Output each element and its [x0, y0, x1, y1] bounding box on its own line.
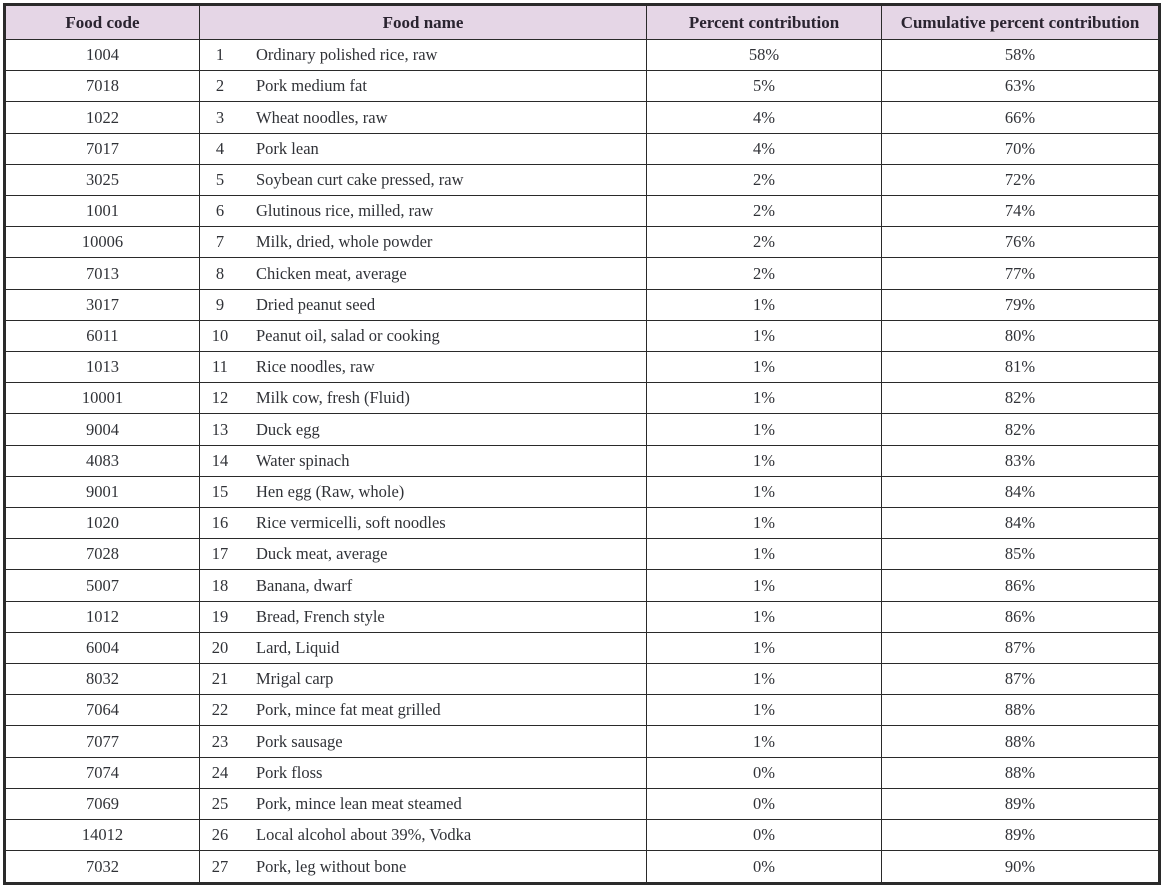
food-code-cell: 9004: [5, 414, 200, 445]
rank-label: 8: [215, 263, 225, 283]
percent-contribution-cell: 1%: [647, 695, 882, 726]
table-row: [5, 726, 1160, 757]
food-code-cell: 1001: [5, 196, 200, 227]
cumulative-percent-cell: 84%: [882, 476, 1160, 507]
food-name-label: Pork floss: [256, 762, 323, 782]
rank-label: 6: [215, 201, 225, 221]
food-code-cell: 7013: [5, 258, 200, 289]
percent-contribution-cell: 2%: [647, 164, 882, 195]
food-code-cell: 14012: [5, 820, 200, 851]
food-name-cell: [200, 664, 647, 695]
food-name-cell: [200, 196, 647, 227]
header-food-code: Food code: [5, 5, 200, 40]
percent-contribution-cell: 0%: [647, 788, 882, 819]
rank-label: 1: [215, 45, 225, 65]
cumulative-percent-cell: 82%: [882, 414, 1160, 445]
percent-contribution-cell: 1%: [647, 726, 882, 757]
percent-contribution-cell: 2%: [647, 196, 882, 227]
food-name-label: Banana, dwarf: [256, 575, 353, 595]
table-row: [5, 71, 1160, 102]
header-food-name: Food name: [200, 5, 647, 40]
food-name-label: Dried peanut seed: [256, 294, 376, 314]
food-name-label: Pork, mince fat meat grilled: [256, 700, 441, 720]
cumulative-percent-cell: 74%: [882, 196, 1160, 227]
food-name-label: Glutinous rice, milled, raw: [256, 201, 434, 221]
table-row: [5, 820, 1160, 851]
table-row: [5, 320, 1160, 351]
rank-label: 23: [211, 731, 229, 751]
percent-contribution-cell: 1%: [647, 664, 882, 695]
food-name-label: Peanut oil, salad or cooking: [256, 325, 440, 345]
rank-label: 26: [211, 825, 229, 845]
food-name-cell: [200, 726, 647, 757]
food-name-label: Ordinary polished rice, raw: [256, 45, 438, 65]
table-row: [5, 289, 1160, 320]
cumulative-percent-cell: 76%: [882, 227, 1160, 258]
cumulative-percent-cell: 87%: [882, 664, 1160, 695]
cumulative-percent-cell: 79%: [882, 289, 1160, 320]
food-name-label: Wheat noodles, raw: [256, 107, 388, 127]
percent-contribution-cell: 1%: [647, 445, 882, 476]
food-name-cell: [200, 258, 647, 289]
food-name-cell: [200, 133, 647, 164]
food-code-cell: 9001: [5, 476, 200, 507]
cumulative-percent-cell: 88%: [882, 726, 1160, 757]
food-name-label: Rice vermicelli, soft noodles: [256, 513, 446, 533]
cumulative-percent-cell: 58%: [882, 40, 1160, 71]
food-name-cell: [200, 320, 647, 351]
food-code-cell: 7032: [5, 851, 200, 884]
cumulative-percent-cell: 87%: [882, 632, 1160, 663]
percent-contribution-cell: 2%: [647, 227, 882, 258]
cumulative-percent-cell: 63%: [882, 71, 1160, 102]
rank-label: 19: [211, 606, 229, 626]
cumulative-percent-cell: 88%: [882, 695, 1160, 726]
table-row: [5, 601, 1160, 632]
percent-contribution-cell: 1%: [647, 601, 882, 632]
percent-contribution-cell: 1%: [647, 383, 882, 414]
food-name-label: Pork, leg without bone: [256, 856, 407, 876]
food-code-cell: 3017: [5, 289, 200, 320]
food-name-cell: [200, 414, 647, 445]
table-row: [5, 788, 1160, 819]
rank-label: 21: [211, 669, 229, 689]
food-code-cell: 7018: [5, 71, 200, 102]
food-name-cell: [200, 570, 647, 601]
table-row: [5, 570, 1160, 601]
cumulative-percent-cell: 89%: [882, 788, 1160, 819]
percent-contribution-cell: 1%: [647, 414, 882, 445]
food-name-cell: [200, 71, 647, 102]
rank-label: 4: [215, 138, 225, 158]
percent-contribution-cell: 1%: [647, 508, 882, 539]
rank-label: 25: [211, 793, 229, 813]
food-name-label: Water spinach: [256, 450, 350, 470]
percent-contribution-cell: 1%: [647, 320, 882, 351]
food-code-cell: 1004: [5, 40, 200, 71]
table-header: [5, 5, 1160, 40]
food-code-cell: 10001: [5, 383, 200, 414]
food-code-cell: 8032: [5, 664, 200, 695]
percent-contribution-cell: 1%: [647, 632, 882, 663]
food-name-cell: [200, 289, 647, 320]
rank-label: 14: [211, 450, 229, 470]
rank-label: 12: [211, 388, 229, 408]
table-row: [5, 539, 1160, 570]
table-row: [5, 227, 1160, 258]
header-cumulative-percent-contribution: Cumulative percent contribution: [882, 5, 1160, 40]
food-name-cell: [200, 476, 647, 507]
table-row: [5, 102, 1160, 133]
cumulative-percent-cell: 72%: [882, 164, 1160, 195]
cumulative-percent-cell: 77%: [882, 258, 1160, 289]
food-code-cell: 1020: [5, 508, 200, 539]
table-row: [5, 632, 1160, 663]
cumulative-percent-cell: 86%: [882, 570, 1160, 601]
percent-contribution-cell: 1%: [647, 289, 882, 320]
rank-label: 10: [211, 325, 229, 345]
cumulative-percent-cell: 88%: [882, 757, 1160, 788]
food-code-cell: 10006: [5, 227, 200, 258]
rank-label: 20: [211, 637, 229, 657]
food-name-cell: [200, 352, 647, 383]
percent-contribution-cell: 1%: [647, 352, 882, 383]
food-name-cell: [200, 851, 647, 884]
table-row: [5, 258, 1160, 289]
food-name-label: Pork lean: [256, 138, 319, 158]
cumulative-percent-cell: 81%: [882, 352, 1160, 383]
table-body: [5, 40, 1160, 884]
table-row: [5, 851, 1160, 884]
table-row: [5, 508, 1160, 539]
header-percent-contribution: Percent contribution: [647, 5, 882, 40]
rank-label: 7: [215, 232, 225, 252]
food-name-label: Pork sausage: [256, 731, 343, 751]
food-code-cell: 7017: [5, 133, 200, 164]
cumulative-percent-cell: 66%: [882, 102, 1160, 133]
table-row: [5, 757, 1160, 788]
food-name-label: Milk cow, fresh (Fluid): [256, 388, 410, 408]
food-name-cell: [200, 539, 647, 570]
rank-label: 16: [211, 513, 229, 533]
rank-label: 15: [211, 481, 229, 501]
cumulative-percent-cell: 70%: [882, 133, 1160, 164]
food-name-cell: [200, 601, 647, 632]
food-name-cell: [200, 227, 647, 258]
percent-contribution-cell: 0%: [647, 820, 882, 851]
table-row: [5, 695, 1160, 726]
table-row: [5, 476, 1160, 507]
table-row: [5, 164, 1160, 195]
cumulative-percent-cell: 89%: [882, 820, 1160, 851]
food-code-cell: 3025: [5, 164, 200, 195]
food-name-cell: [200, 508, 647, 539]
food-name-label: Soybean curt cake pressed, raw: [256, 169, 464, 189]
percent-contribution-cell: 0%: [647, 851, 882, 884]
food-name-cell: [200, 757, 647, 788]
food-code-cell: 5007: [5, 570, 200, 601]
food-name-cell: [200, 102, 647, 133]
rank-label: 2: [215, 76, 225, 96]
cumulative-percent-cell: 85%: [882, 539, 1160, 570]
rank-label: 17: [211, 544, 229, 564]
cumulative-percent-cell: 82%: [882, 383, 1160, 414]
header-row: [5, 5, 1160, 40]
food-name-cell: [200, 788, 647, 819]
table-row: [5, 664, 1160, 695]
rank-label: 22: [211, 700, 229, 720]
cumulative-percent-cell: 80%: [882, 320, 1160, 351]
food-name-label: Pork medium fat: [256, 76, 367, 96]
percent-contribution-cell: 0%: [647, 757, 882, 788]
food-code-cell: 7028: [5, 539, 200, 570]
table-row: [5, 414, 1160, 445]
table-row: [5, 133, 1160, 164]
percent-contribution-cell: 4%: [647, 102, 882, 133]
rank-label: 3: [215, 107, 225, 127]
rank-label: 18: [211, 575, 229, 595]
percent-contribution-cell: 4%: [647, 133, 882, 164]
table-row: [5, 352, 1160, 383]
percent-contribution-cell: 5%: [647, 71, 882, 102]
food-name-label: Rice noodles, raw: [256, 357, 375, 377]
cumulative-percent-cell: 86%: [882, 601, 1160, 632]
percent-contribution-cell: 1%: [647, 539, 882, 570]
percent-contribution-cell: 2%: [647, 258, 882, 289]
food-name-label: Duck egg: [256, 419, 320, 439]
cumulative-percent-cell: 90%: [882, 851, 1160, 884]
rank-label: 24: [211, 762, 229, 782]
food-name-label: Bread, French style: [256, 606, 385, 626]
food-name-label: Chicken meat, average: [256, 263, 407, 283]
rank-label: 11: [212, 357, 228, 377]
food-code-cell: 7064: [5, 695, 200, 726]
food-name-cell: [200, 695, 647, 726]
food-code-cell: 7074: [5, 757, 200, 788]
food-code-cell: 7069: [5, 788, 200, 819]
food-code-cell: 1013: [5, 352, 200, 383]
percent-contribution-cell: 1%: [647, 570, 882, 601]
food-name-label: Pork, mince lean meat steamed: [256, 793, 462, 813]
rank-label: 9: [215, 294, 225, 314]
food-name-cell: [200, 40, 647, 71]
food-name-cell: [200, 445, 647, 476]
food-name-label: Lard, Liquid: [256, 637, 340, 657]
food-contribution-table: [3, 3, 1161, 885]
food-code-cell: 4083: [5, 445, 200, 476]
cumulative-percent-cell: 83%: [882, 445, 1160, 476]
food-name-label: Mrigal carp: [256, 669, 334, 689]
food-code-cell: 7077: [5, 726, 200, 757]
percent-contribution-cell: 1%: [647, 476, 882, 507]
food-name-cell: [200, 383, 647, 414]
table-row: [5, 40, 1160, 71]
food-name-cell: [200, 820, 647, 851]
food-name-label: Hen egg (Raw, whole): [256, 481, 405, 501]
food-name-label: Duck meat, average: [256, 544, 388, 564]
food-code-cell: 1012: [5, 601, 200, 632]
food-name-cell: [200, 632, 647, 663]
rank-label: 27: [211, 856, 229, 876]
cumulative-percent-cell: 84%: [882, 508, 1160, 539]
rank-label: 13: [211, 419, 229, 439]
percent-contribution-cell: 58%: [647, 40, 882, 71]
food-name-cell: [200, 164, 647, 195]
rank-label: 5: [215, 169, 225, 189]
food-name-label: Milk, dried, whole powder: [256, 232, 433, 252]
food-name-label: Local alcohol about 39%, Vodka: [256, 825, 472, 845]
table-row: [5, 383, 1160, 414]
table-row: [5, 445, 1160, 476]
food-code-cell: 1022: [5, 102, 200, 133]
table-row: [5, 196, 1160, 227]
food-code-cell: 6011: [5, 320, 200, 351]
food-code-cell: 6004: [5, 632, 200, 663]
